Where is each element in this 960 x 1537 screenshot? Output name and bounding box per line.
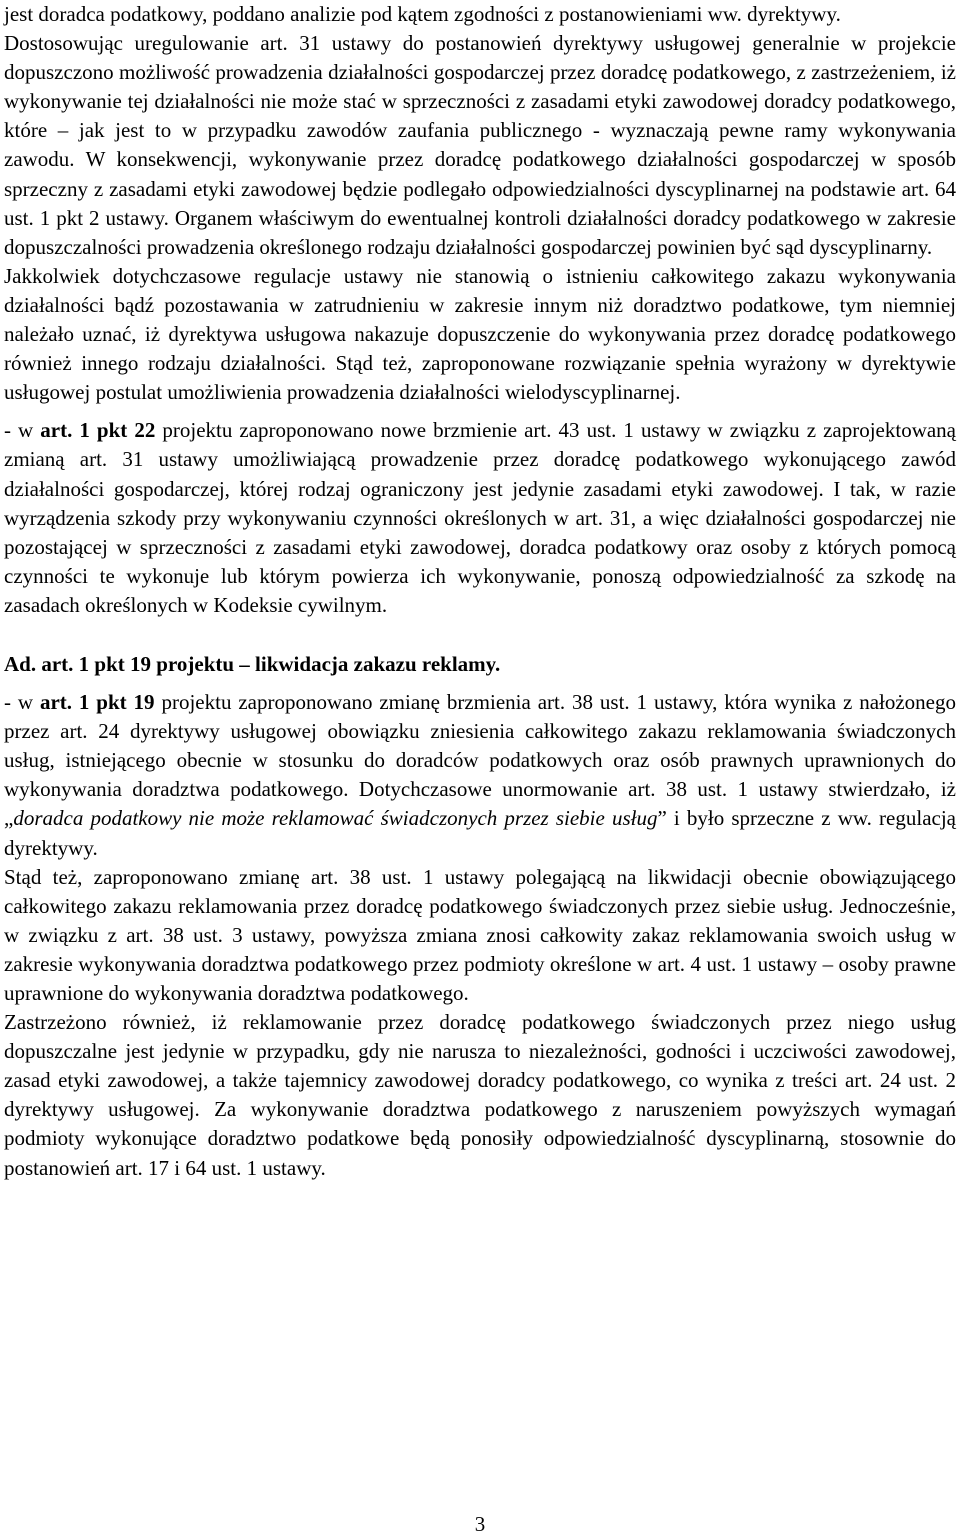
paragraph-5-article-ref: art. 1 pkt 19 — [39, 690, 155, 715]
section-heading: Ad. art. 1 pkt 19 projektu – likwidacja zakazu reklamy. — [4, 651, 501, 676]
paragraph-6: Stąd też, zaproponowano zmianę art. 38 ust. 1 ustawy polegającą na likwidacji obecnie obowiązującego całkowitego zakazu reklamowania przez doradcę podatkowego świadczonych przez siebie usług. Jednocześnie, w związku z art. 38 ust. 3 ustawy, powyższa zmiana znosi całkowity zakaz reklamowania swoich usług w zakresie wykonywania doradztwa podatkowego przez podmioty określone w art. 4 ust. 1 ustawy – osoby prawne uprawnione do wykonywania doradztwa podatkowego. — [4, 864, 956, 1005]
paragraph-2: Dostosowując uregulowanie art. 31 ustawy do postanowień dyrektywy usługowej generalnie w projekcie dopuszczono możliwość prowadzenia działalności gospodarczej przez doradcę podatkowego, z zastrzeżeniem, iż wykonywanie tej działalności nie może stać w sprzeczności z zasadami etyki zawodowej doradcy podatkowego, które – jak jest to w przypadku zawodów zaufania publicznego - wyznaczają pewne ramy wykonywania zawodu. W konsekwencji, wykonywanie przez doradcę podatkowego działalności gospodarczej w sposób sprzeczny z zasadami etyki zawodowej będzie podlegało odpowiedzialności dyscyplinarnej na podstawie art. 64 ust. 1 pkt 2 ustawy. Organem właściwym do ewentualnej kontroli działalności doradcy podatkowego w zakresie dopuszczalności prowadzenia określonego rodzaju działalności gospodarczej powinien być sąd dyscyplinarny. — [4, 31, 956, 259]
paragraph-5 — [4, 688, 956, 863]
paragraph-3: Jakkolwiek dotychczasowe regulacje ustawy nie stanowią o istnieniu całkowitego zakazu wykonywania działalności bądź pozostawania w zatrudnieniu w zakresie innym niż doradztwo podatkowe, tym niemniej należało uznać, iż dyrektywa usługowa nakazuje dopuszczenie do wykonywania przez doradcę podatkowego również innego rodzaju działalności. Stąd też, zaproponowane rozwiązanie spełnia wyrażony w dyrektywie usługowej postulat umożliwienia prowadzenia działalności wielodyscyplinarnej. — [4, 263, 956, 405]
document-page — [4, 0, 956, 1183]
paragraph-4-article-ref: art. 1 pkt 22 — [40, 418, 156, 443]
paragraph-5-quote: doradca podatkowy nie może reklamować świadczonych przez siebie usług — [13, 806, 658, 831]
paragraph-5-text-end: ” i było sprzeczne z ww. regulacją dyrektywy. — [4, 806, 956, 860]
paragraph-4-prefix: - w — [4, 418, 41, 443]
paragraph-4-text: projektu zaproponowano nowe brzmienie art. 43 ust. 1 ustawy w związku z zaprojektowaną zmianą art. 31 ustawy umożliwiającą prowadzenie przez doradcę podatkowego wykonującego zawód działalności gospodarczej, której rodzaj ograniczony jest jedynie zasadami etyki zawodowej. I tak, w razie wyrządzenia szkody przy wykonywaniu czynności określonych w art. 31, a więc działalności gospodarczej nie pozostającej w sprzeczności z zasadami etyki zawodowej, doradca podatkowy oraz osoby z których pomocą czynności te wykonuje lub którym powierza ich wykonywanie, ponoszą odpowiedzialność za szkodę na zasadach określonych w Kodeksie cywilnym. — [4, 418, 957, 617]
paragraph-4 — [4, 416, 956, 620]
paragraph-1: jest doradca podatkowy, poddano analizie pod kątem zgodności z postanowieniami ww. dyrektywy. — [4, 2, 841, 26]
page-number: 3 — [474, 1512, 486, 1536]
paragraph-5-prefix: - w — [4, 690, 40, 715]
paragraph-7: Zastrzeżono również, iż reklamowanie przez doradcę podatkowego świadczonych przez niego usług dopuszczalne jest jedynie w przypadku, gdy nie narusza to niezależności, godności i uczciwości zawodowej, zasad etyki zawodowej, a także tajemnicy zawodowej doradcy podatkowego, co wynika z treści art. 24 ust. 2 dyrektywy usługowej. Za wykonywanie doradztwa podatkowego z naruszeniem powyższych wymagań podmioty wykonujące doradztwo podatkowe będą ponosiły odpowiedzialność dyscyplinarną, stosownie do postanowień art. 17 i 64 ust. 1 ustawy. — [4, 1010, 956, 1180]
paragraph-5-text: projektu zaproponowano zmianę brzmienia art. 38 ust. 1 ustawy, która wynika z nałożonego przez art. 24 dyrektywy usługowej obowiązku zniesienia całkowitego zakazu reklamowania świadczonych usług, istniejącego obecnie w stosunku do doradców podatkowych oraz osób prawnych uprawnionych do wykonywania doradztwa podatkowego. Dotychczasowe unormowanie art. 38 ust. 1 ustawy stwierdzało, iż „ — [4, 690, 956, 831]
